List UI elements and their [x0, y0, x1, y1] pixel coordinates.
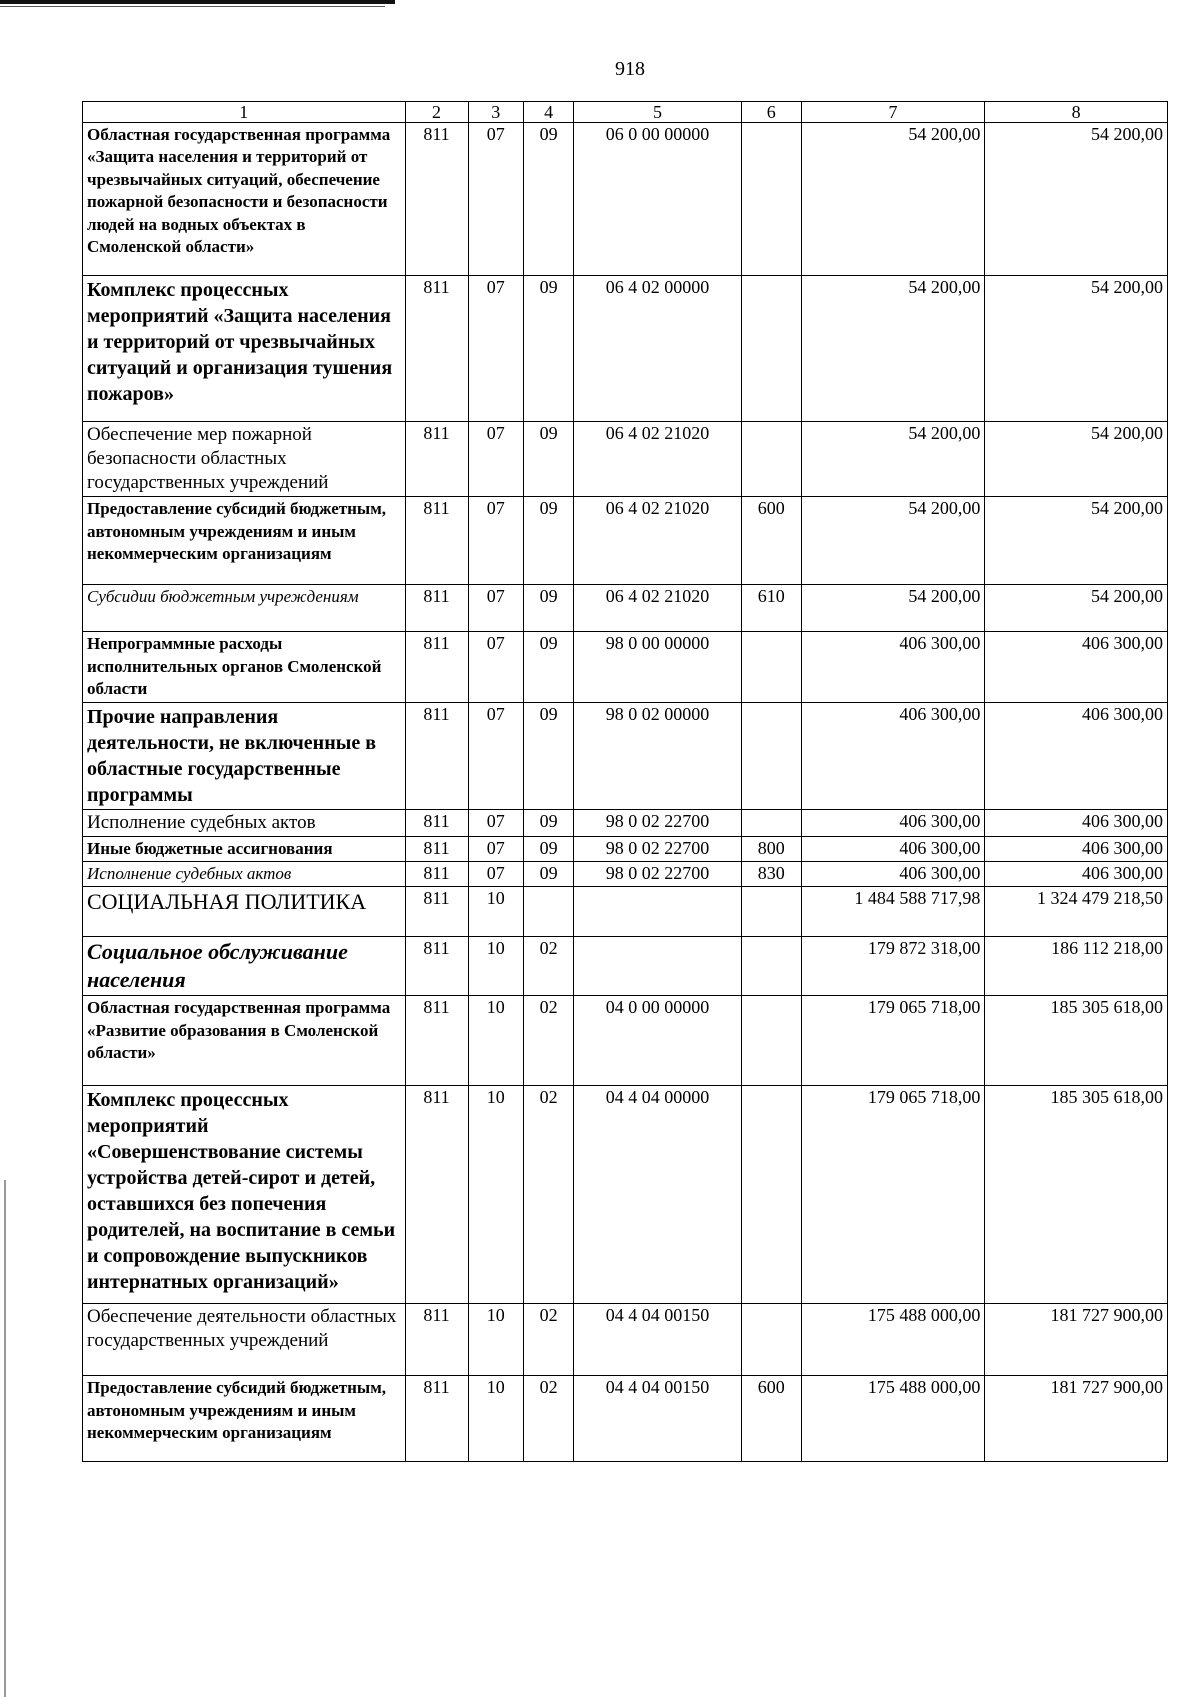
row-code-2: 811 [405, 632, 468, 702]
table-body [83, 102, 1168, 1462]
row-code-4: 09 [524, 276, 574, 422]
row-amount-8: 54 200,00 [985, 585, 1168, 632]
row-code-6 [741, 702, 801, 809]
row-code-3: 07 [468, 497, 524, 585]
column-header: 2 [405, 102, 468, 123]
column-header: 8 [985, 102, 1168, 123]
row-code-4: 09 [524, 585, 574, 632]
table-row [83, 497, 1168, 585]
row-code-4: 09 [524, 862, 574, 887]
row-code-6 [741, 996, 801, 1086]
row-code-5: 06 4 02 21020 [574, 422, 742, 497]
row-code-4: 02 [524, 1086, 574, 1304]
row-code-4: 02 [524, 996, 574, 1086]
table-row [83, 1304, 1168, 1376]
row-amount-7: 406 300,00 [801, 862, 985, 887]
row-amount-7: 179 872 318,00 [801, 936, 985, 995]
row-amount-8: 406 300,00 [985, 809, 1168, 836]
table-row [83, 585, 1168, 632]
row-amount-7: 54 200,00 [801, 497, 985, 585]
table-row [83, 886, 1168, 936]
table-row [83, 996, 1168, 1086]
header-row [83, 102, 1168, 123]
table-row [83, 1086, 1168, 1304]
table-row [83, 809, 1168, 836]
table-row [83, 1376, 1168, 1462]
row-amount-8: 186 112 218,00 [985, 936, 1168, 995]
budget-table [82, 101, 1168, 1462]
row-code-6: 800 [741, 836, 801, 861]
row-code-2: 811 [405, 422, 468, 497]
row-code-2: 811 [405, 886, 468, 936]
row-name: Непрограммные расходы исполнительных органов Смоленской области [83, 632, 406, 702]
row-code-5 [574, 886, 742, 936]
row-amount-7: 54 200,00 [801, 123, 985, 276]
row-amount-8: 406 300,00 [985, 862, 1168, 887]
row-code-4: 09 [524, 809, 574, 836]
column-header: 5 [574, 102, 742, 123]
row-code-6 [741, 886, 801, 936]
row-amount-8: 406 300,00 [985, 632, 1168, 702]
row-code-4: 02 [524, 1376, 574, 1462]
row-name: Иные бюджетные ассигнования [83, 836, 406, 861]
row-code-3: 10 [468, 996, 524, 1086]
row-amount-8: 54 200,00 [985, 497, 1168, 585]
row-amount-7: 406 300,00 [801, 702, 985, 809]
row-name: Обеспечение деятельности областных государственных учреждений [83, 1304, 406, 1376]
row-name: Исполнение судебных актов [83, 862, 406, 887]
row-code-5: 06 0 00 00000 [574, 123, 742, 276]
column-header: 7 [801, 102, 985, 123]
row-code-5: 04 4 04 00000 [574, 1086, 742, 1304]
row-amount-8: 181 727 900,00 [985, 1304, 1168, 1376]
column-header: 3 [468, 102, 524, 123]
row-name: Комплекс процессных мероприятий «Защита населения и территорий от чрезвычайных ситуаций и организация тушения пожаров» [83, 276, 406, 422]
row-name: Исполнение судебных актов [83, 809, 406, 836]
row-amount-7: 175 488 000,00 [801, 1376, 985, 1462]
row-code-2: 811 [405, 123, 468, 276]
row-code-5: 98 0 02 00000 [574, 702, 742, 809]
page-number: 918 [615, 58, 645, 80]
row-code-3: 10 [468, 1376, 524, 1462]
row-code-5: 04 0 00 00000 [574, 996, 742, 1086]
row-name: Прочие направления деятельности, не включенные в областные государственные программы [83, 702, 406, 809]
row-amount-7: 179 065 718,00 [801, 1086, 985, 1304]
row-name: Обеспечение мер пожарной безопасности областных государственных учреждений [83, 422, 406, 497]
row-code-5: 98 0 02 22700 [574, 862, 742, 887]
row-amount-7: 1 484 588 717,98 [801, 886, 985, 936]
row-code-2: 811 [405, 585, 468, 632]
row-name: Социальное обслуживание населения [83, 936, 406, 995]
row-amount-8: 406 300,00 [985, 836, 1168, 861]
row-code-3: 10 [468, 886, 524, 936]
row-code-5: 06 4 02 21020 [574, 497, 742, 585]
row-amount-7: 406 300,00 [801, 836, 985, 861]
row-code-2: 811 [405, 1304, 468, 1376]
row-code-6 [741, 123, 801, 276]
table-row [83, 123, 1168, 276]
row-code-2: 811 [405, 497, 468, 585]
table-row [83, 836, 1168, 861]
row-code-6 [741, 276, 801, 422]
row-code-3: 07 [468, 702, 524, 809]
row-amount-8: 54 200,00 [985, 422, 1168, 497]
row-amount-7: 406 300,00 [801, 809, 985, 836]
row-amount-7: 54 200,00 [801, 276, 985, 422]
row-code-3: 10 [468, 936, 524, 995]
row-code-5: 06 4 02 21020 [574, 585, 742, 632]
row-code-2: 811 [405, 936, 468, 995]
row-code-2: 811 [405, 1376, 468, 1462]
row-amount-7: 179 065 718,00 [801, 996, 985, 1086]
row-amount-8: 406 300,00 [985, 702, 1168, 809]
row-code-2: 811 [405, 996, 468, 1086]
row-amount-8: 185 305 618,00 [985, 996, 1168, 1086]
row-name: Субсидии бюджетным учреждениям [83, 585, 406, 632]
row-amount-8: 181 727 900,00 [985, 1376, 1168, 1462]
row-code-4: 09 [524, 497, 574, 585]
row-code-4: 09 [524, 836, 574, 861]
row-name: Областная государственная программа «Защита населения и территорий от чрезвычайных ситуаций, обеспечение пожарной безопасности и безопасности людей на водных объектах в Смоленской области» [83, 123, 406, 276]
table-row [83, 276, 1168, 422]
row-code-5 [574, 936, 742, 995]
row-code-3: 07 [468, 862, 524, 887]
table-row [83, 702, 1168, 809]
row-code-3: 07 [468, 585, 524, 632]
row-code-3: 07 [468, 123, 524, 276]
row-code-6 [741, 809, 801, 836]
table-row [83, 422, 1168, 497]
table-row [83, 632, 1168, 702]
row-code-3: 07 [468, 809, 524, 836]
row-amount-7: 54 200,00 [801, 422, 985, 497]
row-name: Областная государственная программа «Развитие образования в Смоленской области» [83, 996, 406, 1086]
row-code-6 [741, 632, 801, 702]
row-code-6 [741, 422, 801, 497]
row-code-4: 09 [524, 123, 574, 276]
row-amount-8: 185 305 618,00 [985, 1086, 1168, 1304]
row-code-3: 10 [468, 1086, 524, 1304]
row-name: Предоставление субсидий бюджетным, автономным учреждениям и иным некоммерческим организациям [83, 497, 406, 585]
row-code-5: 04 4 04 00150 [574, 1304, 742, 1376]
row-amount-8: 1 324 479 218,50 [985, 886, 1168, 936]
row-code-4: 02 [524, 936, 574, 995]
row-code-5: 98 0 02 22700 [574, 809, 742, 836]
row-code-3: 07 [468, 632, 524, 702]
row-code-2: 811 [405, 276, 468, 422]
row-amount-8: 54 200,00 [985, 276, 1168, 422]
scan-top-rule-thin [0, 6, 385, 7]
row-name: Комплекс процессных мероприятий «Совершенствование системы устройства детей-сирот и детей, оставшихся без попечения родителей, на воспитание в семьи и сопровождение выпускников интернатных организаций» [83, 1086, 406, 1304]
row-code-6 [741, 1304, 801, 1376]
row-code-2: 811 [405, 836, 468, 861]
row-code-4: 09 [524, 422, 574, 497]
row-code-6: 600 [741, 497, 801, 585]
row-code-3: 10 [468, 1304, 524, 1376]
row-code-6: 830 [741, 862, 801, 887]
row-code-4: 09 [524, 632, 574, 702]
column-header: 1 [83, 102, 406, 123]
row-name: Предоставление субсидий бюджетным, автономным учреждениям и иным некоммерческим организациям [83, 1376, 406, 1462]
row-code-2: 811 [405, 702, 468, 809]
row-code-2: 811 [405, 809, 468, 836]
row-code-2: 811 [405, 862, 468, 887]
row-code-2: 811 [405, 1086, 468, 1304]
row-code-5: 06 4 02 00000 [574, 276, 742, 422]
scan-top-rule [0, 0, 395, 4]
row-name: СОЦИАЛЬНАЯ ПОЛИТИКА [83, 886, 406, 936]
table-row [83, 862, 1168, 887]
row-code-4: 02 [524, 1304, 574, 1376]
row-code-5: 04 4 04 00150 [574, 1376, 742, 1462]
row-code-4: 09 [524, 702, 574, 809]
row-amount-7: 54 200,00 [801, 585, 985, 632]
row-code-6: 610 [741, 585, 801, 632]
row-code-5: 98 0 02 22700 [574, 836, 742, 861]
row-code-6: 600 [741, 1376, 801, 1462]
row-amount-7: 175 488 000,00 [801, 1304, 985, 1376]
row-code-6 [741, 936, 801, 995]
row-code-6 [741, 1086, 801, 1304]
table-row [83, 936, 1168, 995]
row-code-3: 07 [468, 276, 524, 422]
row-code-4 [524, 886, 574, 936]
scan-left-edge [4, 1180, 6, 1697]
row-amount-7: 406 300,00 [801, 632, 985, 702]
row-code-3: 07 [468, 836, 524, 861]
row-amount-8: 54 200,00 [985, 123, 1168, 276]
row-code-5: 98 0 00 00000 [574, 632, 742, 702]
row-code-3: 07 [468, 422, 524, 497]
column-header: 6 [741, 102, 801, 123]
column-header: 4 [524, 102, 574, 123]
